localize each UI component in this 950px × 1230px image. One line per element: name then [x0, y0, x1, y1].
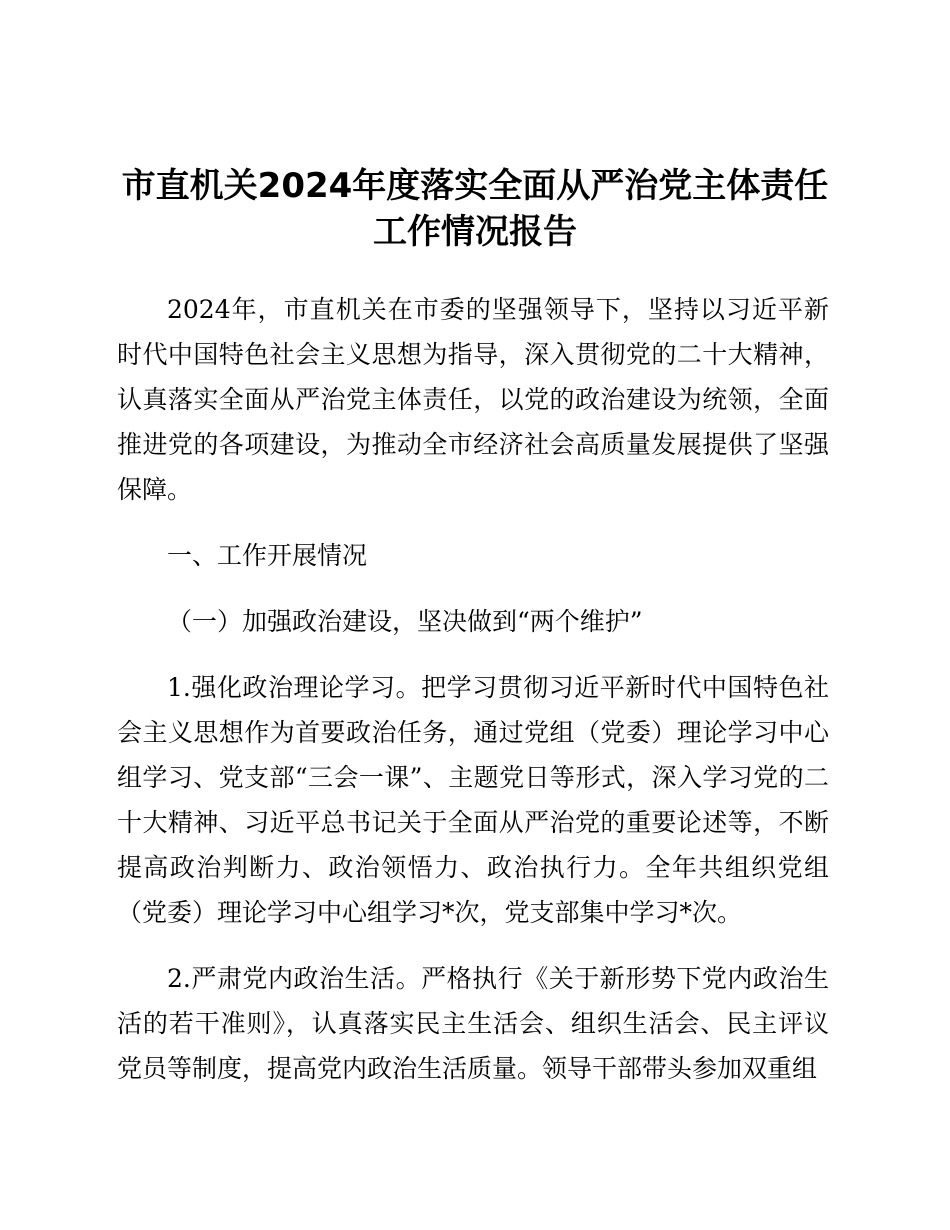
- document-body: [117, 287, 829, 1091]
- subsection-heading: （一）加强政治建设，坚决做到“两个维护”: [167, 607, 643, 636]
- section-heading: 一、工作开展情况: [167, 541, 368, 570]
- item-paragraph-1: 1.强化政治理论学习。把学习贯彻习近平新时代中国特色社会主义思想作为首要政治任务，通过党组（党委）理论学习中心组学习、党支部“三会一课”、主题党日等形式，深入学习党的二十大精神、习近平总书记关于全面从严治党的重要论述等，不断提高政治判断力、政治领悟力、政治执行力。全年共组织党组（党委）理论学习中心组学习*次，党支部集中学习*次。: [117, 673, 829, 927]
- item-paragraph-2: 2.严肃党内政治生活。严格执行《关于新形势下党内政治生活的若干准则》，认真落实民主生活会、组织生活会、民主评议党员等制度，提高党内政治生活质量。领导干部带头参加双重组: [117, 964, 829, 1083]
- intro-paragraph: 2024年，市直机关在市委的坚强领导下，坚持以习近平新时代中国特色社会主义思想为指导，深入贯彻党的二十大精神，认真落实全面从严治党主体责任，以党的政治建设为统领，全面推进党的各项建设，为推动全市经济社会高质量发展提供了坚强保障。: [117, 295, 829, 504]
- document-title: 市直机关2024年度落实全面从严治党主体责任工作情况报告: [121, 166, 829, 252]
